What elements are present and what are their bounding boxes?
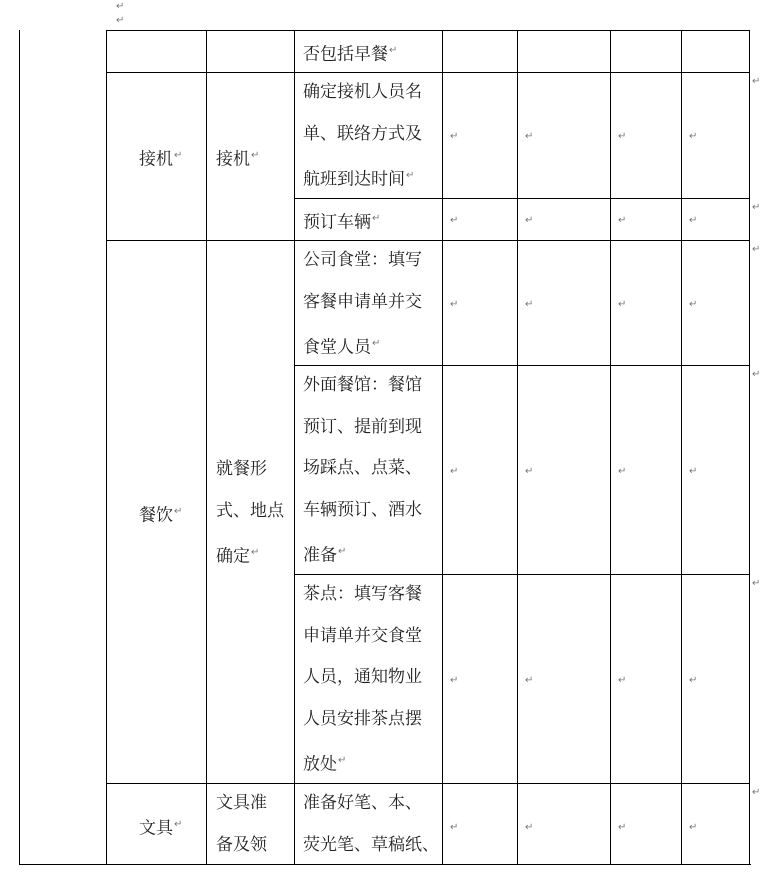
paragraph-mark: ↵ bbox=[338, 546, 347, 558]
empty-cell-mark: ↵ bbox=[689, 466, 698, 477]
empty-cell-mark: ↵ bbox=[618, 466, 627, 477]
table-col-line bbox=[610, 30, 611, 864]
item-line: 食堂人员 bbox=[303, 337, 371, 358]
table-col-line bbox=[517, 30, 518, 864]
item-line: 准备好笔、本、 bbox=[303, 793, 422, 813]
category-cell bbox=[139, 135, 182, 181]
paragraph-mark: ↵ bbox=[174, 150, 183, 161]
empty-cell-mark: ↵ bbox=[689, 299, 698, 310]
row-end-mark: ↵ bbox=[752, 202, 761, 213]
paragraph-mark: ↵ bbox=[174, 819, 183, 830]
table-cell-item bbox=[303, 198, 380, 244]
subcategory-cell bbox=[216, 135, 259, 181]
paragraph-mark: ↵ bbox=[406, 170, 415, 182]
empty-cell-mark: ↵ bbox=[618, 215, 627, 226]
table-row-line bbox=[106, 72, 750, 73]
paragraph-mark: ↵ bbox=[372, 213, 381, 224]
subcategory-line: 备及领 bbox=[216, 834, 267, 855]
outer-left-border bbox=[19, 30, 20, 864]
item-line: 确定接机人员名 bbox=[303, 82, 422, 102]
table-cell-item bbox=[303, 574, 422, 787]
category-label: 文具 bbox=[139, 818, 173, 839]
subcategory-line: 文具准 bbox=[216, 793, 267, 813]
category-cell bbox=[139, 491, 182, 537]
item-line: 客餐申请单并交 bbox=[303, 291, 422, 312]
row-end-mark: ↵ bbox=[752, 369, 761, 380]
empty-cell-mark: ↵ bbox=[450, 822, 459, 833]
item-line: 放处 bbox=[303, 755, 337, 776]
empty-cell-mark: ↵ bbox=[450, 131, 459, 142]
empty-cell-mark: ↵ bbox=[689, 131, 698, 142]
empty-cell-mark: ↵ bbox=[689, 822, 698, 833]
empty-cell-mark: ↵ bbox=[525, 466, 534, 477]
empty-cell-mark: ↵ bbox=[689, 215, 698, 226]
item-line: 否包括早餐 bbox=[303, 44, 388, 65]
item-line: 茶点：填写客餐 bbox=[303, 584, 422, 604]
item-line: 航班到达时间 bbox=[303, 169, 405, 190]
paragraph-mark: ↵ bbox=[251, 150, 260, 161]
empty-cell-mark: ↵ bbox=[618, 131, 627, 142]
item-line: 车辆预订、酒水 bbox=[303, 499, 422, 520]
subcategory-label: 接机 bbox=[216, 149, 250, 170]
table-cell-item bbox=[303, 783, 439, 866]
empty-cell-mark: ↵ bbox=[450, 215, 459, 226]
paragraph-mark: ↵ bbox=[116, 1, 125, 12]
item-line: 公司食堂：填写 bbox=[303, 250, 422, 270]
subcategory-line: 式、地点 bbox=[216, 500, 284, 521]
empty-cell-mark: ↵ bbox=[450, 466, 459, 477]
empty-cell-mark: ↵ bbox=[618, 299, 627, 310]
table-cell-item bbox=[303, 240, 422, 369]
item-line: 荧光笔、草稿纸、 bbox=[303, 834, 439, 855]
paragraph-mark: ↵ bbox=[116, 15, 125, 26]
table-col-line bbox=[749, 30, 750, 864]
empty-cell-mark: ↵ bbox=[525, 215, 534, 226]
table-col-line bbox=[294, 30, 295, 864]
item-line: 单、联络方式及 bbox=[303, 123, 422, 144]
item-line: 申请单并交食堂 bbox=[303, 625, 422, 646]
table-cell-item bbox=[303, 30, 397, 76]
table-row-line bbox=[106, 30, 750, 31]
row-end-mark: ↵ bbox=[752, 578, 761, 589]
subcategory-line: 确定 bbox=[216, 546, 250, 567]
subcategory-cell bbox=[216, 449, 284, 578]
table-col-line bbox=[681, 30, 682, 864]
item-line: 人员，通知物业 bbox=[303, 667, 422, 688]
item-line: 预订车辆 bbox=[303, 212, 371, 233]
row-end-mark: ↵ bbox=[752, 787, 761, 798]
subcategory-line: 就餐形 bbox=[216, 459, 267, 479]
category-label: 餐饮 bbox=[139, 505, 173, 526]
empty-cell-mark: ↵ bbox=[525, 131, 534, 142]
item-line: 人员安排茶点摆 bbox=[303, 708, 422, 729]
paragraph-mark: ↵ bbox=[389, 45, 398, 56]
empty-cell-mark: ↵ bbox=[450, 675, 459, 686]
empty-cell-mark: ↵ bbox=[525, 299, 534, 310]
table-row-line bbox=[106, 240, 750, 241]
empty-cell-mark: ↵ bbox=[525, 675, 534, 686]
empty-cell-mark: ↵ bbox=[618, 675, 627, 686]
table-cell-item bbox=[303, 72, 422, 201]
item-line: 准备 bbox=[303, 546, 337, 567]
paragraph-mark: ↵ bbox=[174, 506, 183, 517]
empty-cell-mark: ↵ bbox=[689, 675, 698, 686]
row-end-mark: ↵ bbox=[752, 76, 761, 87]
item-line: 预订、提前到现 bbox=[303, 416, 422, 437]
empty-cell-mark: ↵ bbox=[450, 299, 459, 310]
empty-cell-mark: ↵ bbox=[525, 822, 534, 833]
row-end-mark: ↵ bbox=[752, 244, 761, 255]
paragraph-mark: ↵ bbox=[372, 338, 381, 350]
subcategory-cell bbox=[216, 783, 267, 866]
category-cell bbox=[139, 804, 182, 850]
paragraph-mark: ↵ bbox=[251, 547, 260, 559]
item-line: 场踩点、点菜、 bbox=[303, 458, 422, 479]
item-line: 外面餐馆：餐馆 bbox=[303, 375, 422, 395]
category-label: 接机 bbox=[139, 149, 173, 170]
table-col-line bbox=[442, 30, 443, 864]
table-cell-item bbox=[303, 365, 422, 578]
paragraph-mark: ↵ bbox=[338, 755, 347, 767]
empty-cell-mark: ↵ bbox=[618, 822, 627, 833]
table-col-line bbox=[206, 30, 207, 864]
table-col-line bbox=[106, 30, 107, 864]
